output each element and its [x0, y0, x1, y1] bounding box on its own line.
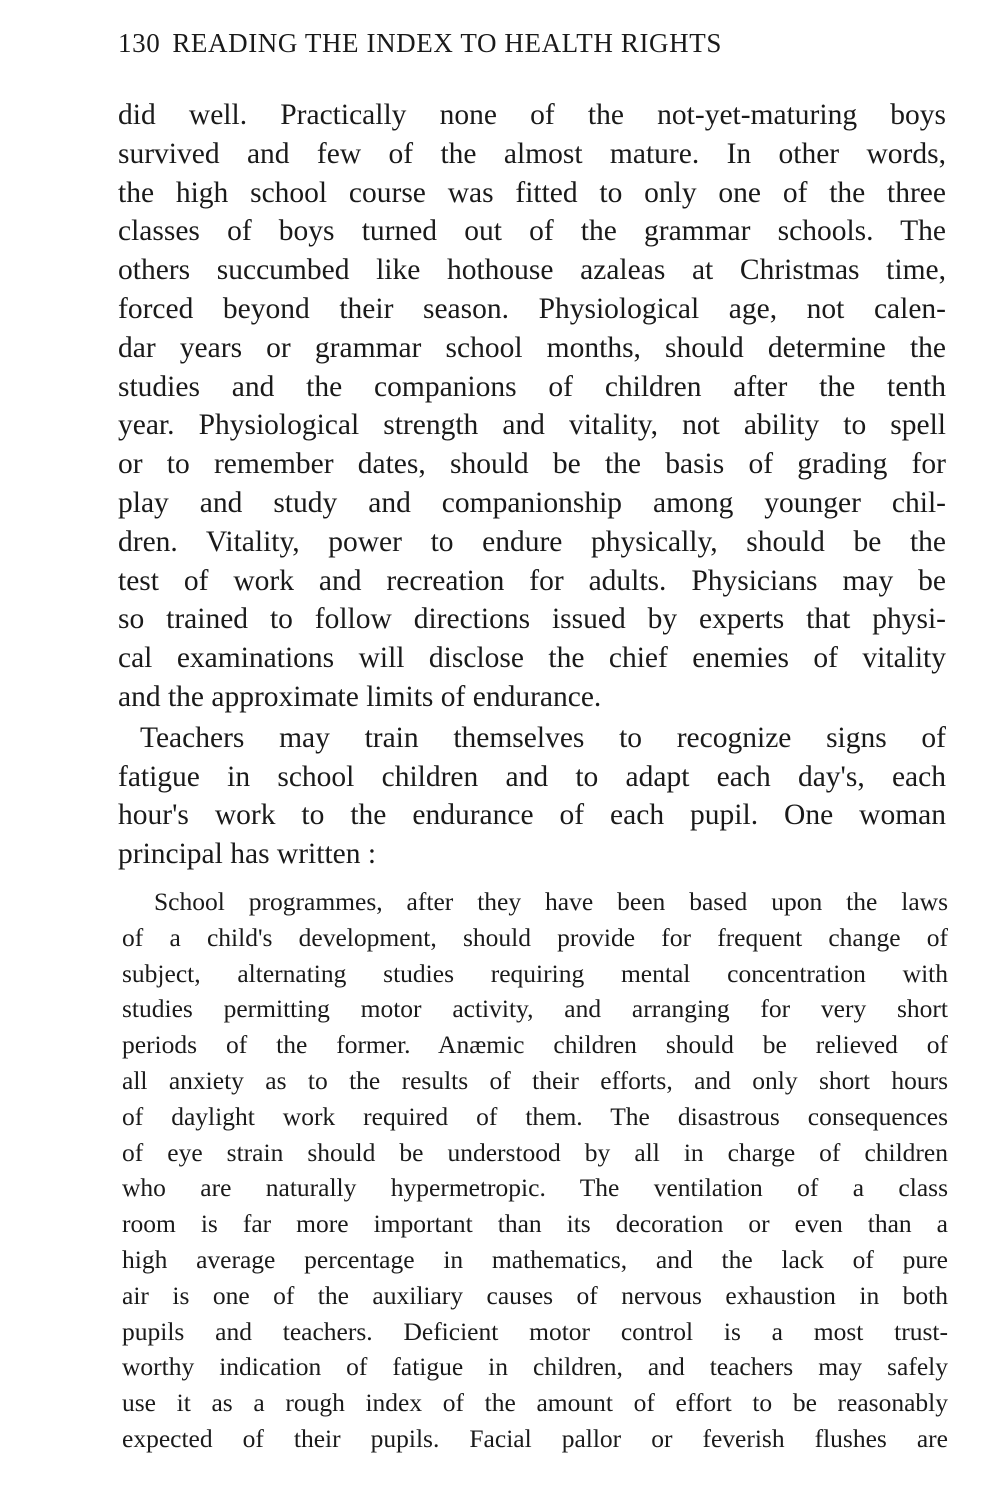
text-line: the high school course was fitted to only one of the three [118, 176, 946, 209]
text-line: forced beyond their season. Physiological age, not calen- [118, 292, 946, 325]
text-line: year. Physiological strength and vitality, not ability to spell [118, 409, 946, 442]
text-line: periods of the former. Anæmic children should be relieved of [122, 1030, 948, 1060]
running-header [118, 28, 888, 59]
text-line: test of work and recreation for adults. Physicians may be [118, 564, 946, 597]
page-number: 130 [118, 28, 161, 58]
text-line: pupils and teachers. Deficient motor control is a most trust- [122, 1316, 948, 1346]
paragraph-1 [118, 96, 946, 717]
text-line: worthy indication of fatigue in children, and teachers may safely [122, 1352, 948, 1382]
text-line: who are naturally hypermetropic. The ventilation of a class [122, 1173, 948, 1203]
text-line: studies permitting motor activity, and arranging for very short [122, 994, 948, 1024]
text-line: subject, alternating studies requiring mental concentration with [122, 958, 948, 988]
text-line: of daylight work required of them. The disastrous consequences [122, 1101, 948, 1131]
text-line: use it as a rough index of the amount of effort to be reasonably [122, 1388, 948, 1418]
text-line: room is far more important than its decoration or even than a [122, 1209, 948, 1239]
text-line: play and study and companionship among younger chil- [118, 486, 946, 519]
text-line: cal examinations will disclose the chief enemies of vitality [118, 642, 946, 675]
text-line: classes of boys turned out of the grammar schools. The [118, 215, 946, 248]
text-line: Teachers may train themselves to recognize signs of [140, 721, 946, 754]
text-line: did well. Practically none of the not-yet-maturing boys [118, 99, 946, 131]
block-quote [122, 884, 948, 1457]
text-line: studies and the companions of children after the tenth [118, 370, 946, 403]
text-line: or to remember dates, should be the basis of grading for [118, 448, 946, 481]
text-line: expected of their pupils. Facial pallor or feverish flushes are [122, 1423, 948, 1453]
text-line: dar years or grammar school months, should determine the [118, 331, 946, 364]
text-line: survived and few of the almost mature. In other words, [118, 137, 946, 170]
text-line: School programmes, after they have been based upon the laws [154, 887, 948, 916]
body-text [118, 96, 946, 874]
text-line: of eye strain should be understood by all in charge of children [122, 1137, 948, 1167]
text-line: all anxiety as to the results of their efforts, and only short hours [122, 1065, 948, 1095]
text-line: air is one of the auxiliary causes of nervous exhaustion in both [122, 1280, 948, 1310]
text-line: hour's work to the endurance of each pupil. One woman [118, 799, 946, 832]
text-line: high average percentage in mathematics, and the lack of pure [122, 1244, 948, 1274]
text-line: of a child's development, should provide for frequent change of [122, 922, 948, 952]
text-line: so trained to follow directions issued by experts that physi- [118, 603, 946, 636]
text-line: dren. Vitality, power to endure physically, should be the [118, 525, 946, 558]
text-line: others succumbed like hothouse azaleas at Christmas time, [118, 254, 946, 287]
paragraph-2 [118, 719, 946, 874]
running-title: READING THE INDEX TO HEALTH RIGHTS [172, 28, 722, 58]
text-line: principal has written : [118, 838, 377, 871]
text-line: fatigue in school children and to adapt each day's, each [118, 760, 946, 793]
text-line: and the approximate limits of endurance. [118, 680, 602, 713]
